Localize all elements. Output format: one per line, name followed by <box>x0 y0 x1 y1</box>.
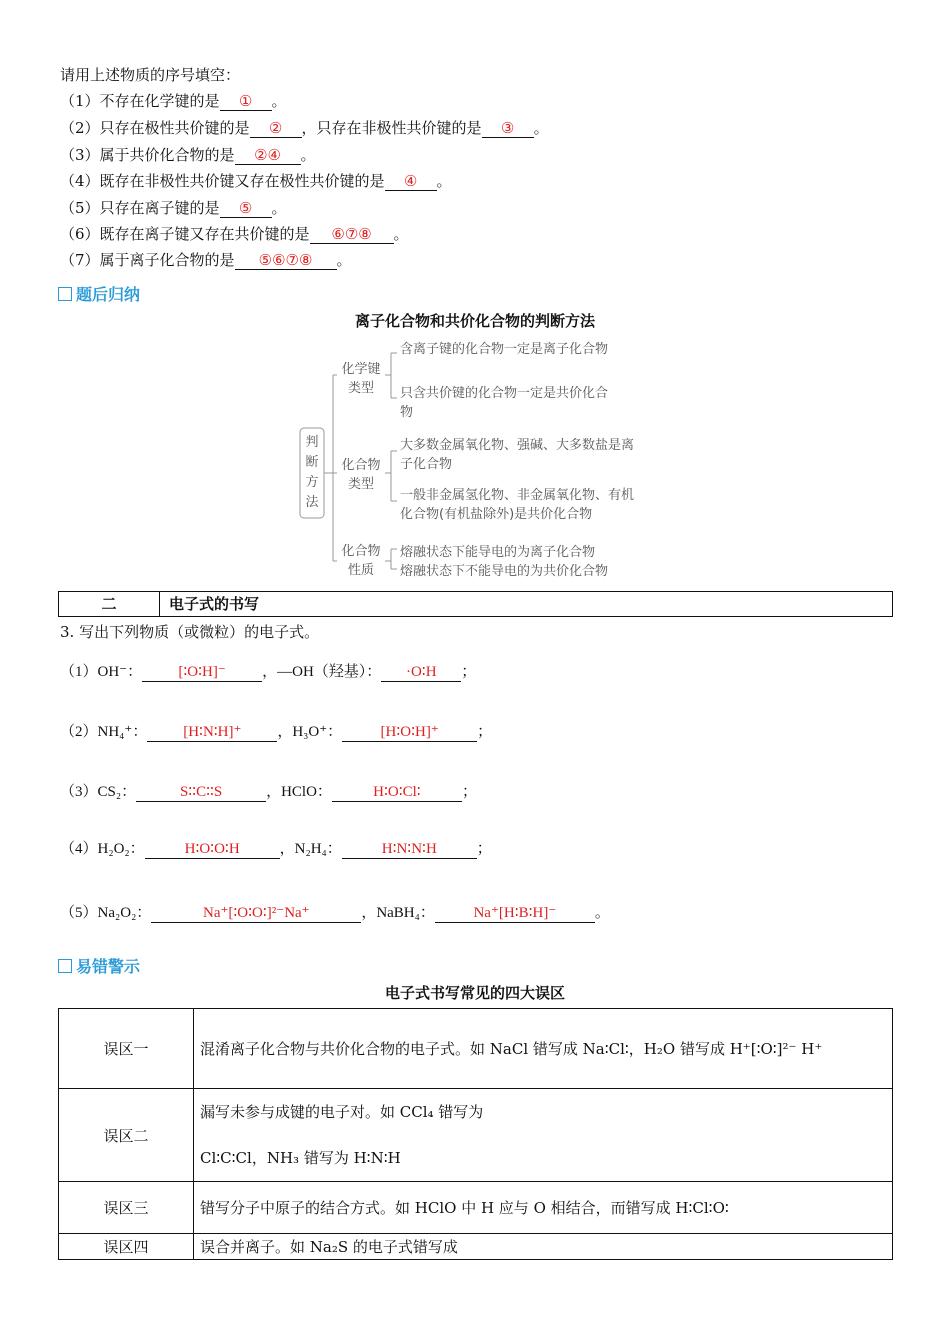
mindmap-branch-3: 化合物性质 <box>341 544 381 578</box>
mindmap-item-1-2: 只含共价键的化合物一定是共价化合物 <box>400 386 609 420</box>
mindmap-root: 判断方法 <box>305 435 319 510</box>
error-label-4: 误区四 <box>59 1234 194 1260</box>
table-row <box>59 1009 893 1089</box>
answer-h2o2: H∶O∶O∶H <box>145 841 280 859</box>
q3-row-5: （5）Na₂O₂： Na⁺[∶O∶O∶]²⁻Na⁺ ，NaBH₄： Na⁺[H∶B∶H]⁻ 。 <box>60 905 610 921</box>
answer-hydroxyl: ·O∶H <box>381 664 461 682</box>
mindmap-item-2-2: 一般非金属氢化物、非金属氧化物、有机化合物(有机盐除外)是共价化合物 <box>400 488 635 522</box>
error-text-3: 错写分子中原子的结合方式。如 HClO 中 H 应与 O 相结合，而错写成 H∶Cl∶O∶ <box>194 1182 893 1234</box>
intro-text: 请用上述物质的序号填空： <box>60 66 241 84</box>
question-5: （5）只存在离子键的是 ⑤ 。 <box>60 199 287 217</box>
question-3: （3）属于共价化合物的是 ②④ 。 <box>60 146 316 164</box>
q3-title: 3. 写出下列物质（或微粒）的电子式。 <box>60 623 320 641</box>
q3-row-2: （2）NH₄⁺： [H∶N∶H]⁺ ，H₃O⁺： [H∶O∶H]⁺ ； <box>60 724 493 740</box>
checkbox-icon <box>58 287 72 301</box>
mindmap-item-3-1: 熔融状态下能导电的为离子化合物 <box>400 545 596 560</box>
error-text-2 <box>194 1089 893 1182</box>
q3-row-3: （3）CS₂： S∶∶C∶∶S ，HClO： H∶O∶Cl∶ ； <box>60 784 477 800</box>
error-label-1: 误区一 <box>59 1009 194 1089</box>
answer-na2o2: Na⁺[∶O∶O∶]²⁻Na⁺ <box>151 905 361 923</box>
table-row <box>59 1182 893 1234</box>
answer-hclo: H∶O∶Cl∶ <box>332 784 462 802</box>
section2-title: 电子式的书写 <box>169 595 260 613</box>
mindmap-item-1-1: 含离子键的化合物一定是离子化合物 <box>400 342 609 357</box>
error-label-3: 误区三 <box>59 1182 194 1234</box>
errors-table-title: 电子式书写常见的四大误区 <box>384 984 565 1002</box>
error-text-2-line1: 漏写未参与成键的电子对。如 CCl₄ 错写为 <box>200 1103 484 1121</box>
error-text-2-line2: Cl∶C∶Cl，NH₃ 错写为 H∶N∶H <box>200 1149 401 1167</box>
question-6: （6）既存在离子键又存在共价键的是 ⑥⑦⑧ 。 <box>60 225 409 243</box>
section2-number: 二 <box>59 592 160 616</box>
answer-h3o: [H∶O∶H]⁺ <box>342 724 477 742</box>
mindmap-item-3-2: 熔融状态下不能导电的为共价化合物 <box>400 564 609 579</box>
error-text-4: 误合并离子。如 Na₂S 的电子式错写成 <box>194 1234 893 1260</box>
question-2: （2）只存在极性共价键的是 ② ，只存在非极性共价键的是 ③ 。 <box>60 119 549 137</box>
table-row <box>59 1234 893 1260</box>
mindmap-branch-1: 化学键类型 <box>341 362 381 396</box>
q3-row-1: （1）OH⁻： [∶O∶H]⁻ ，—OH（羟基）： ·O∶H ； <box>60 664 477 680</box>
question-7: （7）属于离子化合物的是 ⑤⑥⑦⑧ 。 <box>60 251 352 269</box>
mindmap-title: 离子化合物和共价化合物的判断方法 <box>354 312 595 330</box>
answer-n2h4: H∶N∶N∶H <box>342 841 477 859</box>
answer-nh4: [H∶N∶H]⁺ <box>147 724 277 742</box>
error-text-1: 混淆离子化合物与共价化合物的电子式。如 NaCl 错写成 Na∶Cl∶，H₂O 错写成 H⁺[∶O∶]²⁻ H⁺ <box>194 1009 893 1089</box>
question-4: （4）既存在非极性共价键又存在极性共价键的是 ④ 。 <box>60 172 452 190</box>
answer-cs2: S∶∶C∶∶S <box>136 784 266 802</box>
checkbox-icon <box>58 959 72 973</box>
answer-oh-minus: [∶O∶H]⁻ <box>142 664 262 682</box>
errors-table <box>58 1008 893 1260</box>
q3-row-4: （4）H₂O₂： H∶O∶O∶H ，N₂H₄： H∶N∶N∶H ； <box>60 841 492 857</box>
answer-nabh4: Na⁺[H∶B∶H]⁻ <box>435 905 595 923</box>
table-row <box>59 1089 893 1182</box>
summary-section-title: 题后归纳 <box>58 282 140 305</box>
question-1: （1）不存在化学键的是 ① 。 <box>60 92 287 110</box>
error-label-2: 误区二 <box>59 1089 194 1182</box>
warning-section-title: 易错警示 <box>58 954 140 977</box>
mindmap-item-2-1: 大多数金属氧化物、强碱、大多数盐是离子化合物 <box>400 438 635 472</box>
section2-header <box>58 591 893 617</box>
mindmap-branch-2: 化合物类型 <box>341 458 381 492</box>
